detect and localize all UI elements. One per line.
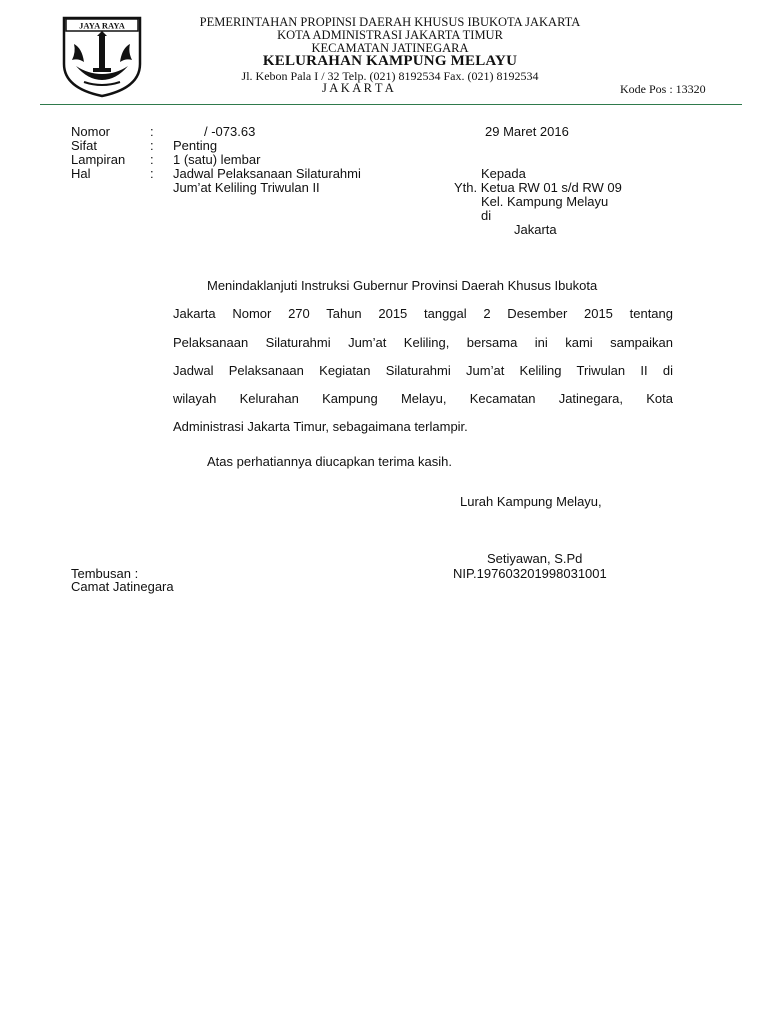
nomor-value: / -073.63 bbox=[204, 124, 256, 139]
emblem-label: JAYA RAYA bbox=[79, 20, 125, 31]
closing-sentence: Atas perhatiannya diucapkan terima kasih. bbox=[207, 454, 452, 469]
sifat-colon: : bbox=[150, 138, 154, 153]
sifat-label: Sifat bbox=[71, 138, 98, 153]
letterhead-title: KELURAHAN KAMPUNG MELAYU bbox=[262, 53, 518, 69]
letterhead-divider bbox=[40, 104, 742, 105]
body-line-4: Jadwal Pelaksanaan Kegiatan Silaturahmi Jum’at Keliling Triwulan II di bbox=[173, 363, 673, 378]
letterhead-line-3: KECAMATAN JATINEGARA bbox=[311, 41, 469, 55]
body-line-2: Jakarta Nomor 270 Tahun 2015 tanggal 2 Desember 2015 tentang bbox=[173, 306, 673, 321]
hal-value-line-2: Jum’at Keliling Triwulan II bbox=[173, 180, 320, 195]
lampiran-label: Lampiran bbox=[71, 152, 126, 167]
body-line-1: Menindaklanjuti Instruksi Gubernur Provinsi Daerah Khusus Ibukota bbox=[207, 278, 598, 293]
body-line-3: Pelaksanaan Silaturahmi Jum’at Keliling, bersama ini kami sampaikan bbox=[173, 335, 673, 350]
hal-label: Hal bbox=[71, 166, 91, 181]
recipient-line-3: di bbox=[481, 208, 492, 223]
nomor-colon: : bbox=[150, 124, 154, 139]
signature-title: Lurah Kampung Melayu, bbox=[460, 494, 602, 509]
letterhead-address: Jl. Kebon Pala I / 32 Telp. (021) 8192534 Fax. (021) 8192534 bbox=[241, 69, 539, 83]
letterhead-postal-code: Kode Pos : 13320 bbox=[620, 82, 706, 96]
body-line-6: Administrasi Jakarta Timur, sebagaimana terlampir. bbox=[173, 419, 468, 434]
cc-item: Camat Jatinegara bbox=[71, 579, 174, 594]
letterhead-city: J A K A R T A bbox=[322, 81, 394, 95]
jakarta-emblem-logo bbox=[60, 14, 144, 98]
signature-nip: NIP.197603201998031001 bbox=[453, 566, 607, 581]
nomor-label: Nomor bbox=[71, 124, 111, 139]
sifat-value: Penting bbox=[173, 138, 218, 153]
signature-name: Setiyawan, S.Pd bbox=[487, 551, 583, 566]
lampiran-value: 1 (satu) lembar bbox=[173, 152, 261, 167]
letter-date: 29 Maret 2016 bbox=[485, 124, 569, 139]
hal-value-line-1: Jadwal Pelaksanaan Silaturahmi bbox=[173, 166, 361, 181]
recipient-line-1: Yth. Ketua RW 01 s/d RW 09 bbox=[454, 180, 622, 195]
cc-label: Tembusan : bbox=[71, 566, 139, 581]
hal-colon: : bbox=[150, 166, 154, 181]
body-line-5: wilayah Kelurahan Kampung Melayu, Kecamatan Jatinegara, Kota bbox=[173, 391, 673, 406]
recipient-line-4: Jakarta bbox=[514, 222, 557, 237]
recipient-line-2: Kel. Kampung Melayu bbox=[481, 194, 609, 209]
letterhead-line-2: KOTA ADMINISTRASI JAKARTA TIMUR bbox=[277, 28, 503, 42]
lampiran-colon: : bbox=[150, 152, 154, 167]
letterhead-line-1: PEMERINTAHAN PROPINSI DAERAH KHUSUS IBUKOTA JAKARTA bbox=[199, 15, 581, 29]
recipient-kepada: Kepada bbox=[481, 166, 526, 181]
